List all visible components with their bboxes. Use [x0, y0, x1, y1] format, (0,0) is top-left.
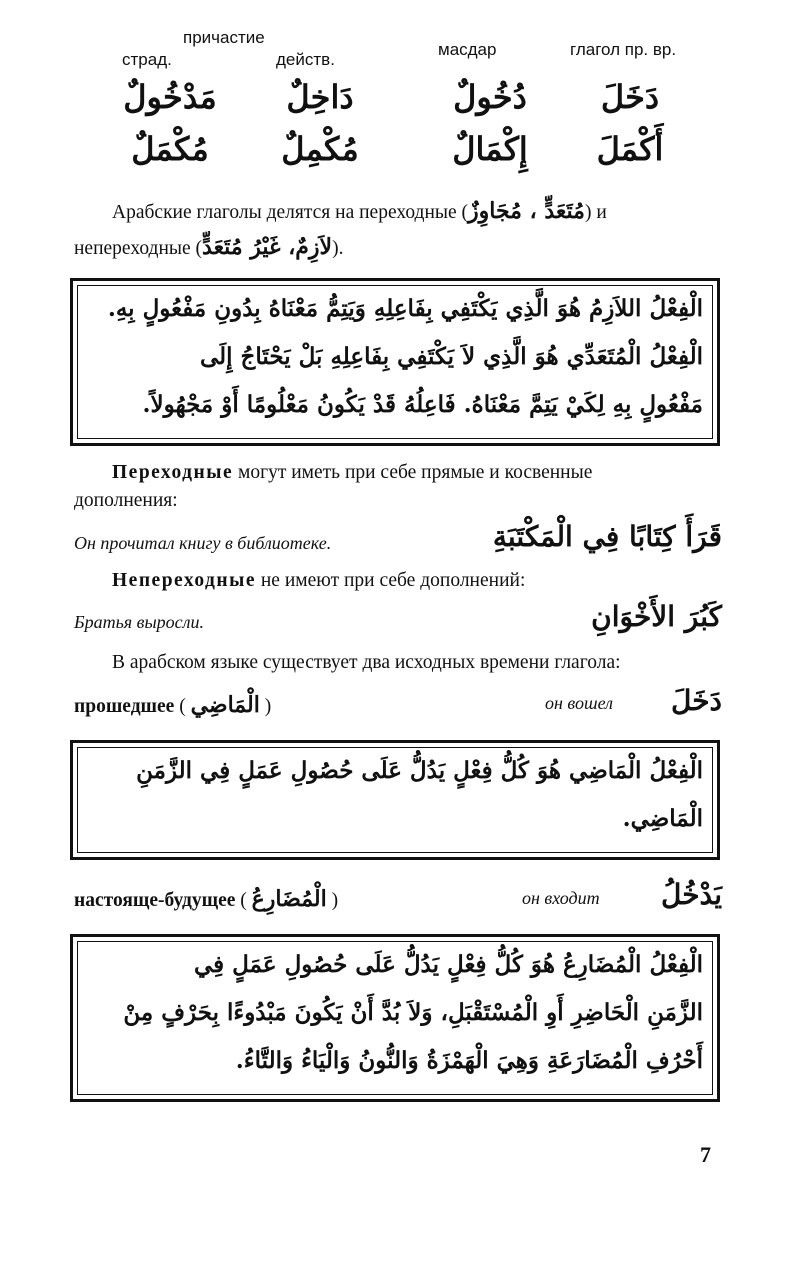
example1-russian: Он прочитал книгу в библиотеке. [74, 533, 332, 553]
box2-line1: الْفِعْلُ الْمَاضِي هُوَ كُلُّ فِعْلٍ يَدُلُّ عَلَى حُصُولِ عَمَلٍ فِي الزَّمَنِ [136, 757, 703, 784]
para1-line2 [74, 232, 343, 264]
para1-line2-arabic: لاَزِمٌ، غَيْرُ مُتَعَدٍّ [202, 234, 333, 260]
box3-line2: الزَّمَنِ الْحَاضِرِ أَوِ الْمُسْتَقْبَلِ، وَلاَ بُدَّ أَنْ يَكُونَ مَبْدُوءًا بِحَرْفٍ مِنْ [123, 999, 703, 1026]
box1-line3: مَفْعُولٍ بِهِ لِكَيْ يَتِمَّ مَعْنَاهُ. فَاعِلُهُ قَدْ يَكُونُ مَعْلُومًا أَوْ مَجْهُولاً. [142, 391, 703, 418]
past-ar-example: دَخَلَ [671, 684, 722, 717]
box2-line2: الْمَاضِي. [622, 805, 703, 832]
box3-line3: أَحْرُفِ الْمُضَارَعَةِ وَهِيَ الْهَمْزَةُ وَالنُّونُ وَالْيَاءُ وَالتَّاءُ. [235, 1047, 703, 1074]
example1-arabic: قَرَأَ كِتَابًا فِي الْمَكْتَبَةِ [492, 520, 722, 553]
para1-line2-text: непереходные ( [74, 238, 203, 259]
para1-line2-end: ). [332, 238, 344, 259]
present-arabic: الْمُضَارِعُ [251, 886, 327, 912]
box1-line2: الْفِعْلُ الْمُتَعَدِّي هُوَ الَّذِي لاَ يَكْتَفِي بِفَاعِلِهِ بَلْ يَحْتَاجُ إِلَى [199, 343, 703, 370]
present-paren-open: ( [240, 890, 247, 911]
definition-box-past [70, 740, 720, 860]
box3-line1: الْفِعْلُ الْمُضَارِعُ هُوَ كُلُّ فِعْلٍ يَدُلُّ عَلَى حُصُولِ عَمَلٍ فِي [193, 951, 703, 978]
para3-rest: не имеют при себе дополнений: [256, 570, 526, 591]
row2-masdar: إِكْمَالٌ [452, 130, 528, 168]
example2-russian: Братья выросли. [74, 612, 205, 632]
para3-bold: Непереходные [112, 570, 256, 591]
present-paren-close: ) [331, 890, 339, 911]
past-label: прошедшее [74, 696, 175, 717]
past-arabic: الْمَاضِي [190, 692, 260, 718]
present-label-line [74, 884, 338, 916]
present-ar-example: يَدْخُلُ [660, 878, 722, 911]
row1-verb: دَخَلَ [600, 78, 660, 116]
past-ru-example: он вошел [545, 693, 613, 713]
past-label-line [74, 690, 271, 722]
present-label: настояще-будущее [74, 890, 236, 911]
past-paren-close: ) [264, 696, 272, 717]
row2-verb: أَكْمَلَ [596, 130, 664, 168]
row1-active: دَاخِلٌ [286, 78, 354, 116]
definition-box-transitivity [70, 278, 720, 446]
para2-rest: могут иметь при себе прямые и косвенные [233, 462, 593, 483]
para1-line1-text: Арабские глаголы делятся на переходные ( [112, 202, 469, 223]
para4: В арабском языке существует два исходных времени глагола: [112, 652, 621, 673]
definition-box-present [70, 934, 720, 1102]
header-masdar: масдар [438, 40, 497, 59]
para1-line1-end: ) и [584, 202, 607, 223]
past-paren-open: ( [179, 696, 186, 717]
row2-passive: مُكْمَلٌ [131, 130, 209, 168]
para2-bold: Переходные [112, 462, 234, 483]
row1-passive: مَدْخُولٌ [123, 78, 217, 116]
para3 [112, 566, 525, 596]
example2-arabic: كَبُرَ الأَخْوَانِ [591, 600, 722, 633]
box1-line1: الْفِعْلُ اللاَزِمُ هُوَ الَّذِي يَكْتَفِي بِفَاعِلِهِ وَيَتِمُّ مَعْنَاهُ بِدُونِ مَفْعُولٍ بِهِ. [107, 295, 703, 322]
para2-line2: дополнения: [74, 490, 178, 511]
para1-line1 [112, 196, 607, 228]
present-ru-example: он входит [522, 888, 600, 908]
header-active: действ. [276, 50, 335, 69]
header-verb: глагол пр. вр. [570, 40, 677, 59]
header-participle: причастие [183, 28, 265, 47]
para1-line1-arabic: مُتَعَدٍّ ، مُجَاوِزٌ [468, 198, 585, 224]
header-passive: страд. [122, 50, 172, 69]
row1-masdar: دُخُولٌ [453, 78, 527, 116]
row2-active: مُكْمِلٌ [281, 130, 359, 168]
para2-line1 [112, 458, 592, 488]
page-number: 7 [700, 1142, 711, 1167]
